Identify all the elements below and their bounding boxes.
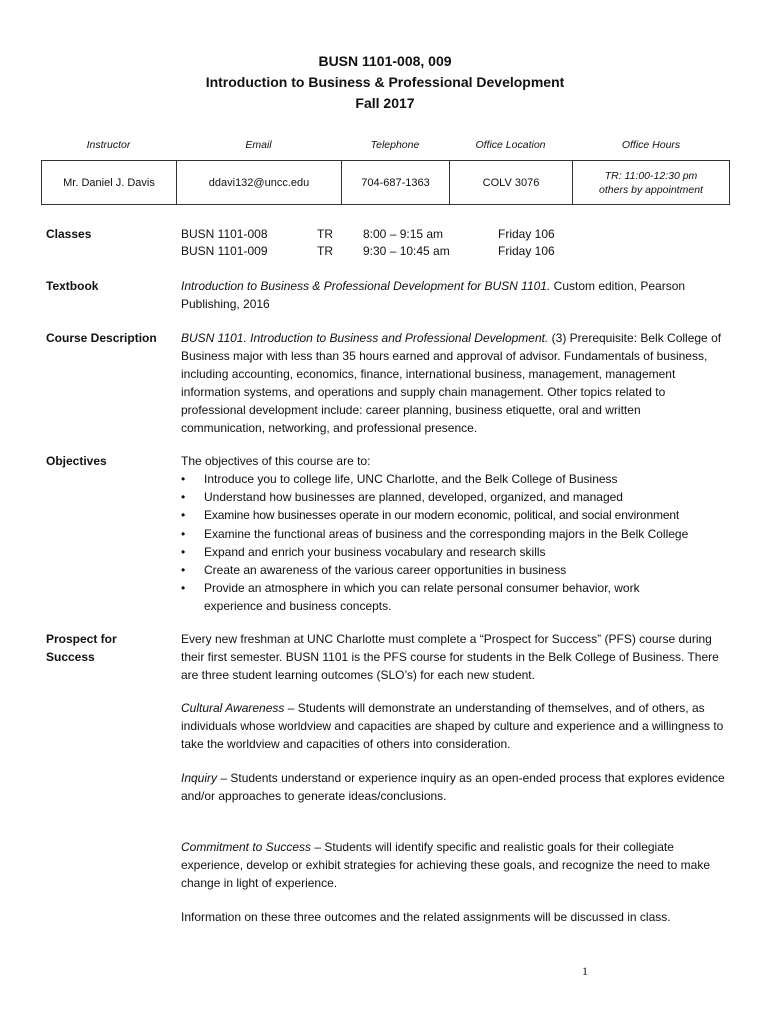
office-location-cell: COLV 3076 — [450, 161, 573, 204]
page-number: 1 — [582, 964, 588, 978]
bullet-icon: • — [181, 472, 186, 486]
objective-text: Examine how businesses operate in our modern economic, political, and social environment — [204, 508, 680, 523]
classes-label: Classes — [46, 227, 92, 241]
class-room-2: Friday 106 — [498, 244, 555, 258]
objectives-label: Objectives — [46, 454, 107, 468]
bullet-icon: • — [181, 563, 186, 578]
outcome-cultural-awareness — [181, 699, 726, 753]
bullet-icon: • — [181, 544, 186, 559]
outcome-text: – Students understand or experience inquiry as an open-ended process that explores evidence and/or approaches to generate ideas/conclusions. — [181, 771, 725, 803]
telephone-cell: 704-687-1363 — [342, 161, 450, 204]
prospect-label-line1: Prospect for — [46, 632, 117, 646]
textbook-label: Textbook — [46, 279, 99, 293]
class-days-1: TR — [317, 227, 333, 241]
objectives-intro: The objectives of this course are to: — [181, 454, 371, 468]
objective-text: Understand how businesses are planned, developed, organized, and managed — [204, 490, 623, 505]
list-item — [181, 543, 731, 561]
list-item — [181, 525, 731, 543]
objective-text: Introduce you to college life, UNC Charlotte, and the Belk College of Business — [204, 472, 618, 486]
course-description-body: (3) Prerequisite: Belk College of Business major with less than 35 hours earned and approval of advisor. Fundamentals of business, including accounting, economics, finance, international business, management, management information systems, and operations and supply chain management. Other topics related to professional development include: career planning, business etiquette, oral and written communication, networking, and professional presence. — [181, 331, 722, 435]
office-hours-line2: others by appointment — [599, 183, 703, 196]
course-description-label: Course Description — [46, 331, 157, 345]
objective-text: Provide an atmosphere in which you can relate personal consumer behavior, work experience and business concepts. — [204, 581, 640, 614]
class-room-1: Friday 106 — [498, 227, 555, 241]
course-description-title: BUSN 1101. Introduction to Business and Professional Development. — [181, 331, 549, 345]
header-office-hours: Office Hours — [621, 139, 681, 151]
textbook-publisher: Custom edition, Pearson Publishing, 2016 — [181, 279, 686, 311]
class-days-2: TR — [317, 244, 333, 258]
list-item — [181, 488, 731, 506]
textbook-text — [181, 277, 726, 313]
course-code-title: BUSN 1101-008, 009 — [318, 53, 452, 69]
objective-text: Expand and enrich your business vocabulary and research skills — [204, 544, 546, 559]
objectives-list — [181, 470, 731, 616]
outcome-term: Commitment to Success — [181, 840, 312, 854]
class-section-1: BUSN 1101-008 — [181, 227, 268, 241]
header-email: Email — [245, 139, 272, 151]
bullet-icon: • — [181, 508, 186, 523]
header-instructor: Instructor — [86, 139, 131, 151]
course-name-title: Introduction to Business & Professional Development — [205, 74, 565, 90]
term-title: Fall 2017 — [355, 95, 415, 111]
office-hours-cell — [573, 161, 729, 204]
outcome-term: Inquiry — [181, 771, 218, 785]
header-telephone: Telephone — [370, 139, 420, 151]
outcome-text: – Students will identify specific and realistic goals for their collegiate experience, develop or exhibit strategies for achieving these goals, and recognize the need to make change in light of experience. — [181, 840, 710, 890]
textbook-title: Introduction to Business & Professional Development for BUSN 1101. — [181, 279, 551, 293]
prospect-label-line2: Success — [46, 650, 95, 664]
class-time-2: 9:30 – 10:45 am — [363, 244, 450, 258]
header-office-location: Office Location — [475, 139, 546, 151]
list-item — [181, 561, 731, 579]
bullet-icon: • — [181, 581, 186, 596]
outcome-commitment — [181, 838, 726, 892]
contact-table — [41, 160, 730, 205]
outcome-inquiry — [181, 769, 726, 805]
prospect-closing: Information on these three outcomes and the related assignments will be discussed in class. — [181, 910, 671, 924]
outcome-text: – Students will demonstrate an understanding of themselves, and of others, as individuals whose worldview and capacities are shaped by culture and experience and a willingness to take the worldview and capacities of others into consideration. — [181, 701, 724, 751]
objective-text: Create an awareness of the various career opportunities in business — [204, 563, 567, 578]
list-item — [181, 579, 674, 615]
bullet-icon: • — [181, 526, 186, 541]
course-description-text — [181, 329, 726, 437]
class-time-1: 8:00 – 9:15 am — [363, 227, 444, 241]
instructor-cell: Mr. Daniel J. Davis — [42, 161, 177, 204]
prospect-intro: Every new freshman at UNC Charlotte must complete a “Prospect for Success” (PFS) course during their first semester. BUSN 1101 is the PFS course for students in the Belk College of Business. There are three student learning outcomes (SLO’s) for each new student. — [181, 632, 719, 682]
office-hours-line1: TR: 11:00-12:30 pm — [604, 169, 698, 182]
list-item — [181, 470, 731, 488]
objective-text: Examine the functional areas of business and the corresponding majors in the Belk College — [204, 526, 689, 541]
list-item — [181, 506, 731, 524]
class-section-2: BUSN 1101-009 — [181, 244, 268, 258]
bullet-icon: • — [181, 490, 186, 505]
outcome-term: Cultural Awareness — [181, 701, 285, 715]
email-cell: ddavi132@uncc.edu — [177, 161, 342, 204]
